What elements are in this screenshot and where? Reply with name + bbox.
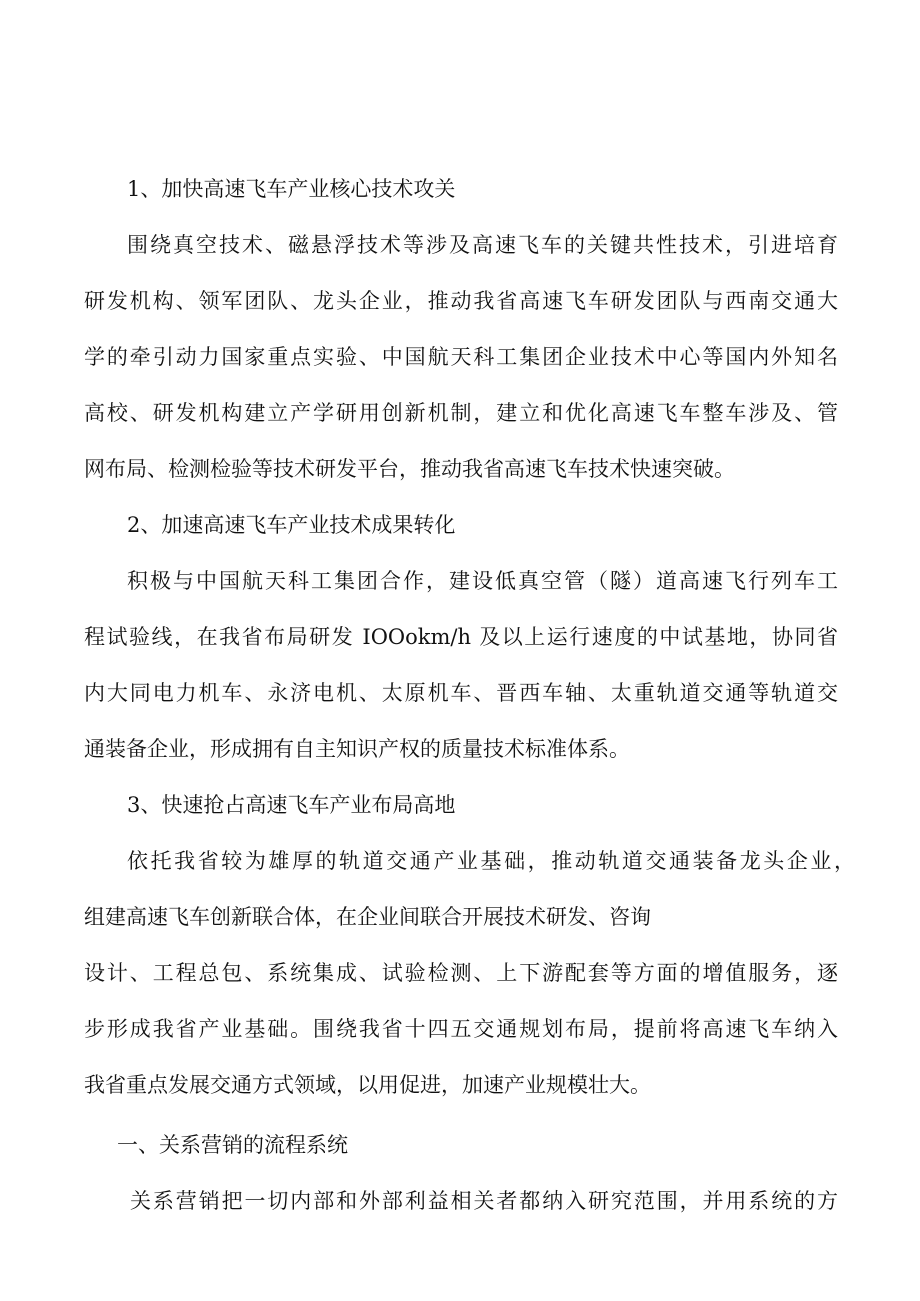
paragraph-line: 通装备企业，形成拥有自主知识产权的质量技术标准体系。 xyxy=(84,737,630,761)
paragraph-line: 高校、研发机构建立产学研用创新机制，建立和优化高速飞车整车涉及、管 xyxy=(84,401,838,425)
section-heading-3: 3、快速抢占高速飞车产业布局高地 xyxy=(127,793,456,817)
paragraph-line: 围绕真空技术、磁悬浮技术等涉及高速飞车的关键共性技术，引进培育 xyxy=(127,233,838,257)
paragraph-line: 内大同电力机车、永济电机、太原机车、晋西车轴、太重轨道交通等轨道交 xyxy=(84,681,838,705)
paragraph-line: 积极与中国航天科工集团合作，建设低真空管（隧）道高速飞行列车工 xyxy=(127,569,838,593)
paragraph-line: 我省重点发展交通方式领域，以用促进，加速产业规模壮大。 xyxy=(84,1073,651,1097)
paragraph-line: 学的牵引动力国家重点实验、中国航天科工集团企业技术中心等国内外知名 xyxy=(84,345,838,369)
paragraph-line: 步形成我省产业基础。围绕我省十四五交通规划布局，提前将高速飞车纳入 xyxy=(84,1017,838,1041)
paragraph-line: 设计、工程总包、系统集成、试验检测、上下游配套等方面的增值服务，逐 xyxy=(84,961,838,985)
paragraph-line: 组建高速飞车创新联合体，在企业间联合开展技术研发、咨询 xyxy=(84,905,651,929)
paragraph-line: 关系营销把一切内部和外部利益相关者都纳入研究范围，并用系统的方 xyxy=(130,1189,838,1213)
paragraph-line: 依托我省较为雄厚的轨道交通产业基础，推动轨道交通装备龙头企业， xyxy=(127,849,855,873)
section-heading-2: 2、加速高速飞车产业技术成果转化 xyxy=(127,513,456,537)
paragraph-line: 程试验线，在我省布局研发 IOOokm/h 及以上运行速度的中试基地，协同省 xyxy=(84,625,838,649)
paragraph-line: 研发机构、领军团队、龙头企业，推动我省高速飞车研发团队与西南交通大 xyxy=(84,289,838,313)
section-heading-4: 一、关系营销的流程系统 xyxy=(117,1133,348,1157)
section-heading-1: 1、加快高速飞车产业核心技术攻关 xyxy=(127,177,456,201)
paragraph-line: 网布局、检测检验等技术研发平台，推动我省高速飞车技术快速突破。 xyxy=(84,457,735,481)
